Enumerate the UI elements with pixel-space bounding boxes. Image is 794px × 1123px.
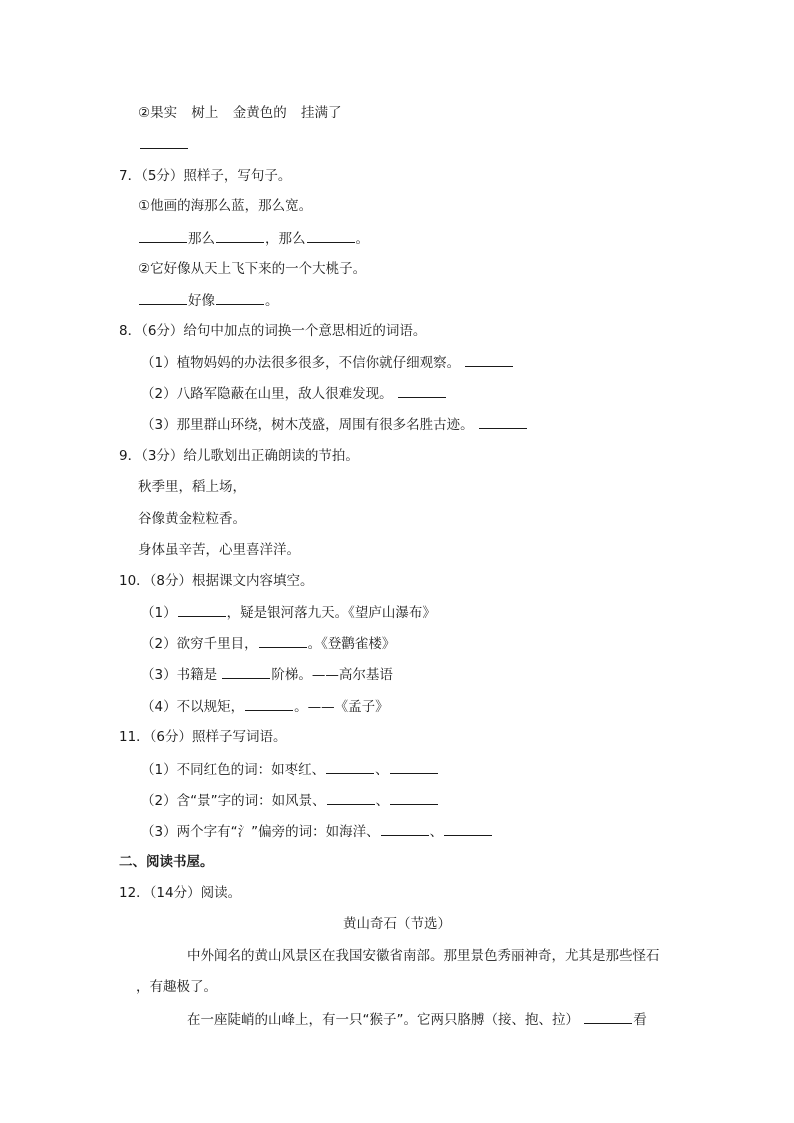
q10-item-text: （1） bbox=[141, 605, 177, 621]
q11-item-text: （2）含“景”字的词：如风景、 bbox=[141, 793, 326, 809]
answer-blank[interactable] bbox=[216, 229, 264, 243]
section-heading: 二、阅读书屋。 bbox=[119, 854, 214, 870]
q11-item bbox=[141, 822, 493, 841]
q8-item-text: （2）八路军隐蔽在山里，敌人很难发现。 bbox=[141, 386, 393, 402]
q7-example2: ②它好像从天上飞下来的一个大桃子。 bbox=[138, 261, 367, 277]
answer-blank[interactable] bbox=[584, 1010, 632, 1024]
q10-item-text: ，疑是银河落九天。《望庐山瀑布》 bbox=[226, 605, 436, 621]
answer-blank[interactable] bbox=[327, 791, 375, 805]
q10-item bbox=[141, 634, 395, 653]
passage-text: 中外闻名的黄山风景区在我国安徽省南部。那里景色秀丽神奇，尤其是那些怪石 bbox=[187, 948, 660, 964]
q7-fill1-text: ，那么 bbox=[265, 231, 306, 247]
q10-item-text: （2）欲穷千里目， bbox=[141, 636, 258, 652]
answer-blank[interactable] bbox=[326, 760, 374, 774]
answer-blank[interactable] bbox=[307, 229, 355, 243]
passage-text-line bbox=[187, 1010, 647, 1029]
q7-fill2-text: 好像 bbox=[188, 293, 215, 309]
answer-blank[interactable] bbox=[139, 229, 187, 243]
q10-item-text: （3）书籍是 bbox=[141, 667, 222, 683]
q7-example1: ①他画的海那么蓝，那么宽。 bbox=[138, 198, 313, 214]
q9-poem-line: 秋季里，稻上场， bbox=[138, 479, 246, 495]
q10-item-text: 阶梯。——高尔基语 bbox=[271, 667, 393, 683]
q7-title: 7．（5分）照样子，写句子。 bbox=[119, 168, 292, 184]
q11-sep: 、 bbox=[429, 824, 444, 840]
passage-text: ，有趣极了。 bbox=[136, 979, 217, 995]
q6-word: 树上 bbox=[191, 105, 219, 121]
answer-blank[interactable] bbox=[398, 384, 446, 398]
passage-text: 在一座陡峭的山峰上，有一只“猴子”。它两只胳膊（接、抱、拉） bbox=[187, 1012, 579, 1028]
q12-title: 12．（14分）阅读。 bbox=[119, 885, 242, 901]
q9-poem-line: 身体虽辛苦，心里喜洋洋。 bbox=[138, 542, 300, 558]
q7-fill2 bbox=[138, 291, 279, 310]
answer-blank[interactable] bbox=[245, 697, 293, 711]
q7-fill1-text: 。 bbox=[355, 231, 369, 247]
answer-blank[interactable] bbox=[381, 822, 429, 836]
q10-item-text: （4）不以规矩， bbox=[141, 699, 245, 715]
passage-title: 黄山奇石（节选） bbox=[343, 916, 451, 932]
q10-item bbox=[141, 665, 393, 684]
q11-item-text: （1）不同红色的词：如枣红、 bbox=[141, 762, 326, 778]
q11-item bbox=[141, 791, 439, 810]
answer-blank[interactable] bbox=[178, 603, 226, 617]
answer-blank[interactable] bbox=[390, 760, 438, 774]
q6-answer-blank[interactable] bbox=[140, 148, 188, 149]
q7-fill1 bbox=[138, 229, 369, 248]
answer-blank[interactable] bbox=[444, 822, 492, 836]
q6-item2-line bbox=[138, 104, 342, 122]
q8-item bbox=[141, 384, 447, 403]
answer-blank[interactable] bbox=[216, 291, 264, 305]
q9-title: 9．（3分）给儿歌划出正确朗读的节拍。 bbox=[119, 448, 359, 464]
q11-sep: 、 bbox=[375, 793, 390, 809]
q10-item bbox=[141, 603, 436, 622]
q8-item bbox=[141, 353, 514, 372]
q8-item bbox=[141, 415, 528, 434]
q8-item-text: （3）那里群山环绕，树木茂盛，周围有很多名胜古迹。 bbox=[141, 417, 474, 433]
q10-item-text: 。——《孟子》 bbox=[294, 699, 389, 715]
q7-fill2-text: 。 bbox=[265, 293, 279, 309]
q8-title: 8．（6分）给句中加点的词换一个意思相近的词语。 bbox=[119, 323, 427, 339]
answer-blank[interactable] bbox=[465, 353, 513, 367]
answer-blank[interactable] bbox=[222, 665, 270, 679]
q6-word: 挂满了 bbox=[301, 105, 342, 121]
q10-title: 10．（8分）根据课文内容填空。 bbox=[119, 573, 314, 589]
q7-fill1-text: 那么 bbox=[188, 231, 215, 247]
q11-item bbox=[141, 760, 439, 779]
answer-blank[interactable] bbox=[479, 415, 527, 429]
q11-item-text: （3）两个字有“氵”偏旁的词：如海洋、 bbox=[141, 824, 380, 840]
q10-item bbox=[141, 697, 389, 716]
q8-item-text: （1）植物妈妈的办法很多很多，不信你就仔细观察。 bbox=[141, 355, 461, 371]
q10-item-text: 。《登鹳雀楼》 bbox=[307, 636, 396, 652]
answer-blank[interactable] bbox=[390, 791, 438, 805]
q6-item2-label: ②果实 bbox=[138, 105, 178, 121]
passage-text: 看 bbox=[633, 1012, 647, 1028]
answer-blank[interactable] bbox=[139, 291, 187, 305]
q11-sep: 、 bbox=[375, 762, 389, 778]
q9-poem-line: 谷像黄金粒粒香。 bbox=[138, 511, 246, 527]
q11-title: 11．（6分）照样子写词语。 bbox=[119, 729, 287, 745]
answer-blank[interactable] bbox=[259, 634, 307, 648]
q6-word: 金黄色的 bbox=[232, 105, 287, 121]
